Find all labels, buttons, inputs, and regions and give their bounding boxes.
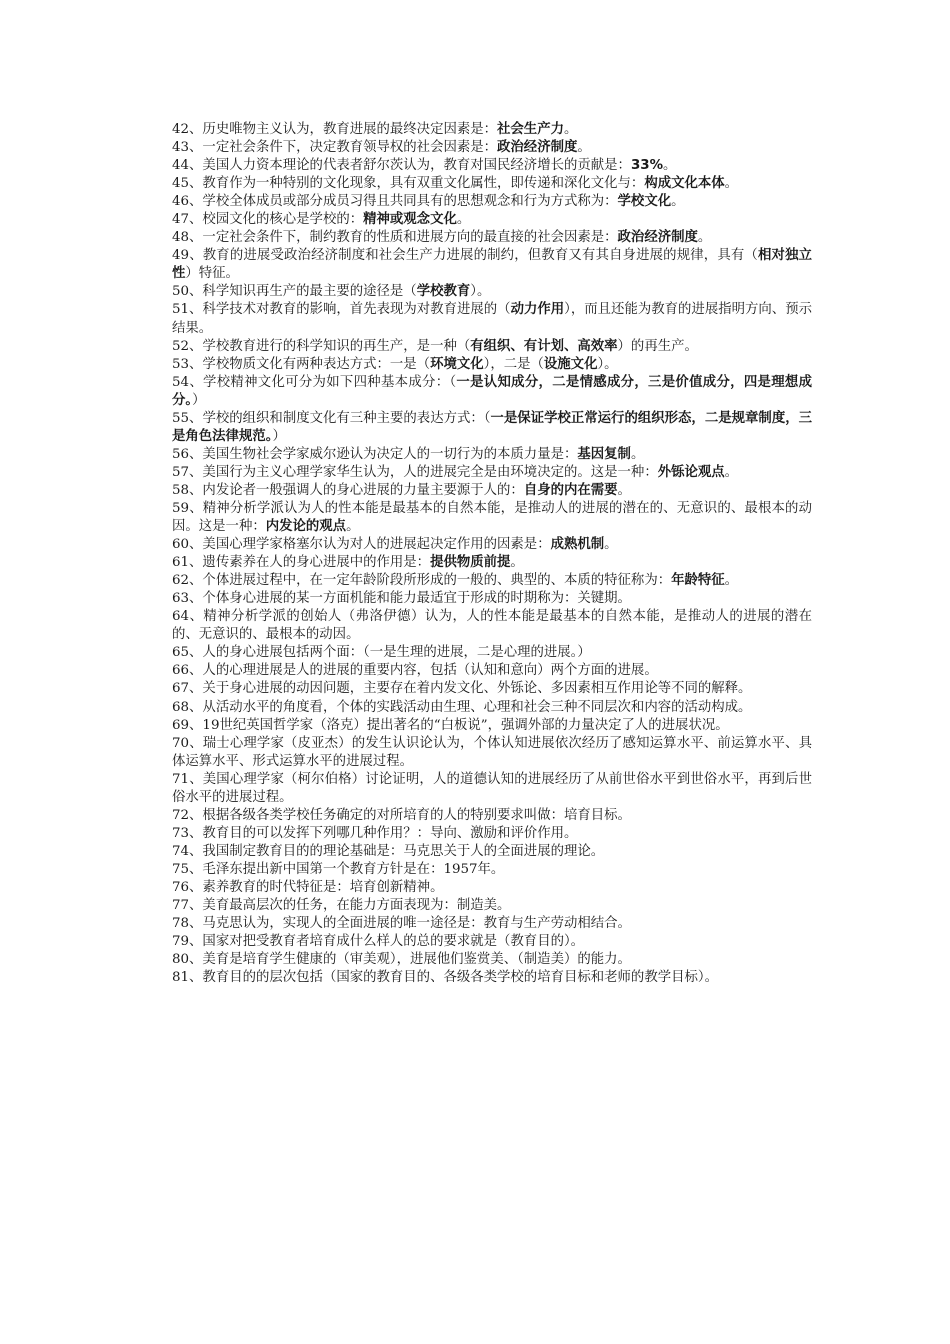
question-text: 。 <box>671 194 685 210</box>
question-text: 73、教育目的可以发挥下列哪几种作用？：导向、激励和评价作用。 <box>172 825 578 841</box>
question-text: ），二是（ <box>483 356 544 372</box>
answer-text: 基因复制 <box>577 446 631 462</box>
question-text: 44、美国人力资本理论的代表者舒尔茨认为，教育对国民经济增长的贡献是： <box>172 158 631 174</box>
question-text: 。 <box>563 122 578 137</box>
question-text: ）。 <box>597 356 618 372</box>
question-text: 72、根据各级各类学校任务确定的对所培育的人的特别要求叫做：培育目标。 <box>172 807 631 823</box>
document-body <box>172 121 812 987</box>
question-text: 。 <box>663 158 677 174</box>
question-text: 58、内发论者一般强调人的身心进展的力量主要源于人的： <box>172 482 524 498</box>
list-item <box>172 897 812 915</box>
answer-text: 年龄特征 <box>671 573 725 589</box>
question-text: 61、遗传素养在人的身心进展中的作用是： <box>172 555 431 571</box>
list-item <box>172 969 812 987</box>
list-item <box>172 175 812 193</box>
question-text: 53、学校物质文化有两种表达方式：一是（ <box>172 356 431 372</box>
question-text: 。 <box>630 446 645 462</box>
list-item <box>172 771 812 807</box>
list-item <box>172 536 812 554</box>
question-text: 78、马克思认为，实现人的全面进展的唯一途径是：教育与生产劳动相结合。 <box>172 916 631 932</box>
list-item <box>172 644 812 662</box>
question-text: 77、美育最高层次的任务，在能力方面表现为：制造美。 <box>172 898 511 914</box>
list-item <box>172 247 812 283</box>
answer-text: 精神或观念文化 <box>363 212 457 228</box>
question-text: 。 <box>724 464 739 480</box>
question-text: 71、美国心理学家（柯尔伯格）讨论证明，人的道德认知的进展经历了从前世俗水平到世俗水平，再到后世俗水平的进展过程。 <box>172 771 812 805</box>
question-text: 60、美国心理学家格塞尔认为对人的进展起决定作用的因素是： <box>172 537 551 553</box>
answer-text: 外铄论观点 <box>657 464 725 480</box>
question-text: 。 <box>604 537 618 553</box>
question-text: 67、关于身心进展的动因问题，主要存在着内发文化、外铄论、多因素相互作用论等不同的解释。 <box>172 681 752 697</box>
question-text: 59、精神分析学派认为人的性本能是最基本的自然本能，是推动人的进展的潜在的、无意识的、最根本的动因。这是一种： <box>172 500 812 535</box>
question-text: 52、学校教育进行的科学知识的再生产，是一种（ <box>172 338 471 354</box>
question-text: 48、一定社会条件下，制约教育的性质和进展方向的最直接的社会因素是： <box>172 230 618 246</box>
list-item <box>172 446 812 464</box>
question-text: 。 <box>697 230 712 246</box>
answer-text: 一是认知成分，二是情感成分，三是价值成分，四是理想成分。 <box>172 374 812 408</box>
question-text: 80、美育是培育学生健康的（审美观），进展他们鉴赏美、（制造美）的能力。 <box>172 952 631 968</box>
answer-text: 一是保证学校正常运行的组织形态，二是规章制度，三是角色法律规范。 <box>172 410 813 444</box>
question-text: 46、学校全体成员或部分成员习得且共同具有的思想观念和行为方式称为： <box>172 194 618 210</box>
question-text: 。 <box>724 176 739 192</box>
question-text: 49、教育的进展受政治经济制度和社会生产力进展的制约，但教育又有其自身进展的规律，具有（ <box>172 248 758 264</box>
answer-text: 成熟机制 <box>550 537 605 553</box>
list-item <box>172 464 812 482</box>
question-text: ）。 <box>470 284 491 300</box>
question-text: 47、校园文化的核心是学校的： <box>172 212 364 228</box>
question-text: 45、教育作为一种特别的文化现象，具有双重文化属性，即传递和深化文化与： <box>172 176 645 192</box>
list-item <box>172 301 812 337</box>
answer-text: 政治经济制度 <box>617 230 698 246</box>
question-text: 79、国家对把受教育者培育成什么样人的总的要求就是（教育目的）。 <box>172 934 585 950</box>
question-text: 50、科学知识再生产的最主要的途径是（ <box>172 284 417 300</box>
question-text: ） <box>272 428 286 444</box>
list-item <box>172 157 812 175</box>
question-text: ）的再生产。 <box>617 338 698 354</box>
list-item <box>172 338 812 356</box>
list-item <box>172 608 812 644</box>
question-text: 。 <box>577 140 591 156</box>
answer-text: 学校文化 <box>617 194 672 210</box>
list-item <box>172 193 812 211</box>
answer-text: 内发论的观点 <box>265 519 347 535</box>
list-item <box>172 374 812 410</box>
question-text: 65、人的身心进展包括两个面：（一是生理的进展，二是心理的进展。） <box>172 645 591 661</box>
question-text: 。 <box>724 573 739 589</box>
list-item <box>172 680 812 698</box>
list-item <box>172 283 812 301</box>
answer-text: 设施文化 <box>543 356 598 372</box>
answer-text: 动力作用 <box>510 302 565 318</box>
list-item <box>172 410 812 446</box>
list-item <box>172 139 812 157</box>
list-item <box>172 572 812 590</box>
question-text: ）特征。 <box>185 266 239 282</box>
list-item <box>172 879 812 897</box>
answer-text: 自身的内在需要 <box>523 482 618 498</box>
question-text: 42、历史唯物主义认为，教育进展的最终决定因素是： <box>172 122 498 137</box>
list-item <box>172 211 812 229</box>
list-item <box>172 915 812 933</box>
list-item <box>172 356 812 374</box>
answer-text: 33% <box>630 158 663 174</box>
question-text: 75、毛泽东提出新中国第一个教育方针是在：1957年。 <box>172 861 505 877</box>
list-item <box>172 843 812 861</box>
answer-text: 环境文化 <box>430 356 484 372</box>
question-text: 。 <box>510 555 524 571</box>
answer-text: 政治经济制度 <box>497 140 578 156</box>
answer-text: 社会生产力 <box>497 122 564 137</box>
answer-text: 学校教育 <box>416 284 471 300</box>
list-item <box>172 590 812 608</box>
question-text: 74、我国制定教育目的的理论基础是：马克思关于人的全面进展的理论。 <box>172 843 605 859</box>
question-text: 。 <box>617 482 631 498</box>
list-item <box>172 951 812 969</box>
question-text: ） <box>192 392 206 408</box>
question-text: 81、教育目的的层次包括（国家的教育目的、各级各类学校的培育目标和老师的教学目标）。 <box>172 970 718 986</box>
question-text: 68、从活动水平的角度看，个体的实践活动由生理、心理和社会三种不同层次和内容的活动构成。 <box>172 699 752 715</box>
question-text: 64、精神分析学派的创始人（弗洛伊德）认为，人的性本能是最基本的自然本能，是推动人的进展的潜在的、无意识的、最根本的动因。 <box>172 609 812 643</box>
question-text: 43、一定社会条件下，决定教育领导权的社会因素是： <box>172 140 498 156</box>
question-text: 54、学校精神文化可分为如下四种基本成分：（ <box>172 374 457 390</box>
list-item <box>172 807 812 825</box>
question-text: 。 <box>456 212 471 228</box>
question-text: 63、个体身心进展的某一方面机能和能力最适宜于形成的时期称为：关键期。 <box>172 591 631 607</box>
question-text: 69、19世纪英国哲学家（洛克）提出著名的“白板说”，强调外部的力量决定了人的进展状况。 <box>172 717 729 733</box>
list-item <box>172 662 812 680</box>
answer-text: 有组织、有计划、高效率 <box>470 338 618 354</box>
list-item <box>172 933 812 951</box>
list-item <box>172 121 812 139</box>
list-item <box>172 482 812 500</box>
question-text: 62、个体进展过程中，在一定年龄阶段所形成的一般的、典型的、本质的特征称为： <box>172 573 672 589</box>
question-text: 70、瑞士心理学家（皮亚杰）的发生认识论认为，个体认知进展依次经历了感知运算水平、前运算水平、具体运算水平、形式运算水平的进展过程。 <box>172 735 812 769</box>
list-item <box>172 825 812 843</box>
question-text: 56、美国生物社会学家威尔逊认为决定人的一切行为的本质力量是： <box>172 446 578 462</box>
question-text: 66、人的心理进展是人的进展的重要内容，包括（认知和意向）两个方面的进展。 <box>172 663 658 679</box>
question-text: 55、学校的组织和制度文化有三种主要的表达方式：（ <box>172 410 491 426</box>
question-text: 。 <box>346 519 360 535</box>
list-item <box>172 554 812 572</box>
list-item <box>172 861 812 879</box>
list-item <box>172 717 812 735</box>
list-item <box>172 735 812 771</box>
list-item <box>172 500 812 536</box>
question-text: 76、素养教育的时代特征是：培育创新精神。 <box>172 879 444 895</box>
question-text: 51、科学技术对教育的影响，首先表现为对教育进展的（ <box>172 302 511 318</box>
list-item <box>172 699 812 717</box>
answer-text: 构成文化本体 <box>644 176 725 192</box>
question-text: 57、美国行为主义心理学家华生认为，人的进展完全是由环境决定的。这是一种： <box>172 464 658 480</box>
list-item <box>172 229 812 247</box>
answer-text: 提供物质前提 <box>430 555 511 571</box>
answer-text: 相对独立性 <box>172 248 813 282</box>
question-text: ），而且还能为教育的进展指明方向、预示结果。 <box>172 302 812 336</box>
